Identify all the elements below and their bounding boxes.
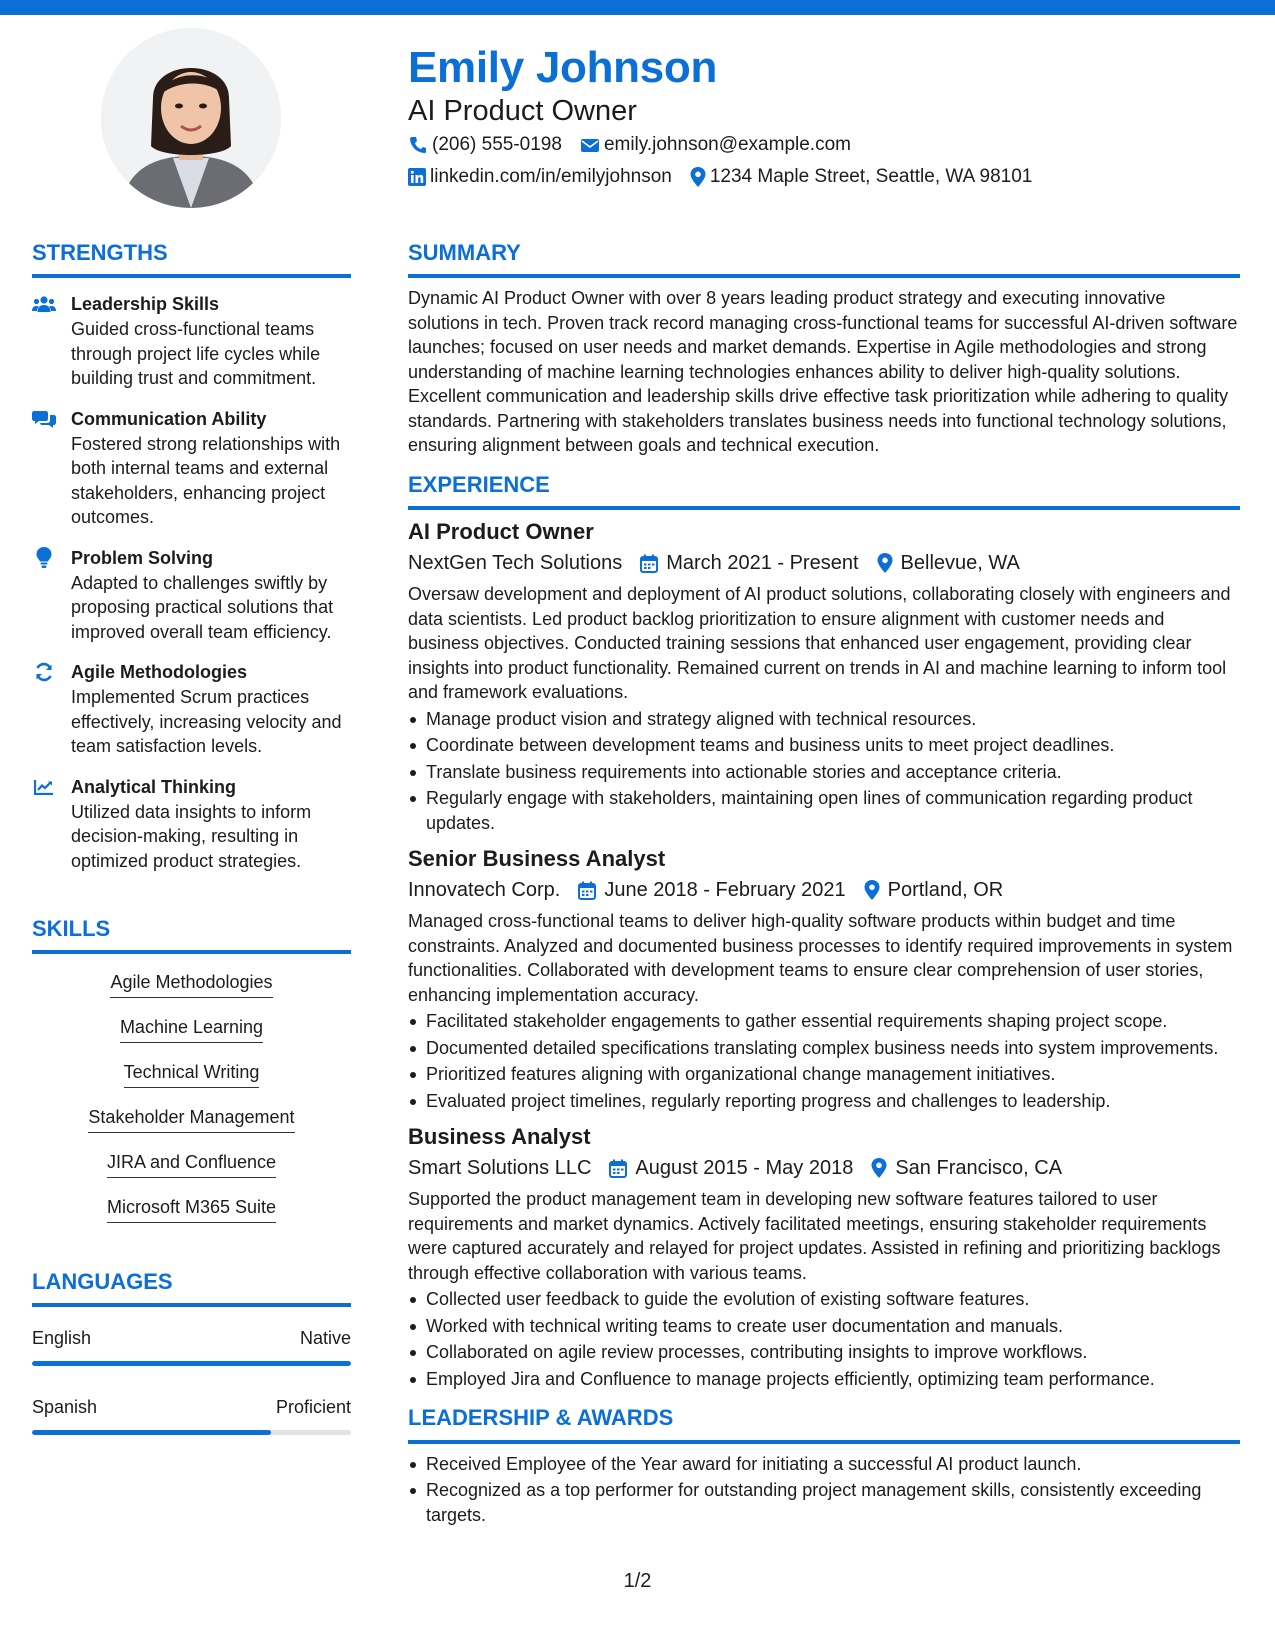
email-text: emily.johnson@example.com xyxy=(603,134,851,155)
language-proficiency-fill xyxy=(32,1361,351,1366)
job-bullets xyxy=(408,707,1240,836)
award-item: Received Employee of the Year award for initiating a successful AI product launch. xyxy=(408,1452,1240,1477)
job-company: Innovatech Corp. xyxy=(408,879,561,902)
envelope-icon xyxy=(580,137,600,153)
skill-tag: Microsoft M365 Suite xyxy=(107,1195,276,1223)
section-divider xyxy=(32,274,351,278)
contact-row-2 xyxy=(408,166,1050,189)
section-divider xyxy=(408,274,1240,278)
avatar xyxy=(101,28,281,208)
phone-contact xyxy=(408,134,562,157)
awards-heading: LEADERSHIP & AWARDS xyxy=(408,1405,674,1431)
job-meta xyxy=(408,550,1240,576)
strength-item xyxy=(32,660,351,759)
strength-description: Adapted to challenges swiftly by proposing practical solutions that improved overall team efficiency. xyxy=(71,572,334,642)
language-level: Native xyxy=(299,1328,351,1349)
job-bullets xyxy=(408,1287,1240,1391)
strength-description: Guided cross-functional teams through project life cycles while building trust and commitment. xyxy=(71,319,321,389)
job-bullet: Collaborated on agile review processes, contributing insights to improve workflows. xyxy=(408,1340,1240,1365)
strength-description: Fostered strong relationships with both internal teams and external stakeholders, enhancing project outcomes. xyxy=(71,433,341,528)
map-pin-icon xyxy=(877,553,893,573)
skill-tag: Technical Writing xyxy=(124,1060,260,1088)
experience-section xyxy=(408,472,1240,1391)
job-bullet: Evaluated project timelines, regularly reporting progress and challenges to leadership. xyxy=(408,1089,1240,1114)
linkedin-icon xyxy=(408,168,426,186)
job-location-text: Portland, OR xyxy=(887,879,1004,902)
calendar-icon xyxy=(609,1159,627,1178)
profile-photo xyxy=(101,28,281,208)
job-company: Smart Solutions LLC xyxy=(408,1157,592,1180)
job-location xyxy=(871,1155,1062,1181)
map-pin-icon xyxy=(690,167,706,187)
strengths-heading: STRENGTHS xyxy=(32,240,168,265)
job-description: Supported the product management team in developing new software features tailored to user requirements and market dynamics. Actively facilitated meetings, ensuring stakeholder requirements were captured accurately and relayed for project updates. Assisted in refining and prioritizing backlogs through effective collaboration with various teams. xyxy=(408,1189,1221,1283)
calendar-icon xyxy=(578,881,596,900)
job-location xyxy=(877,550,1020,576)
right-column xyxy=(408,240,1240,1529)
job-entry xyxy=(408,1123,1240,1391)
chart-line-icon xyxy=(32,776,56,798)
job-bullet: Translate business requirements into actionable stories and acceptance criteria. xyxy=(408,760,1240,785)
job-title: AI Product Owner xyxy=(408,519,594,545)
job-dates xyxy=(578,877,845,903)
strength-title: Communication Ability xyxy=(71,408,267,429)
strength-title: Leadership Skills xyxy=(71,294,220,315)
strength-title: Problem Solving xyxy=(71,547,214,568)
summary-heading: SUMMARY xyxy=(408,240,521,265)
job-company: NextGen Tech Solutions xyxy=(408,552,623,575)
experience-heading: EXPERIENCE xyxy=(408,471,550,497)
job-entry xyxy=(408,845,1240,1113)
job-bullet: Coordinate between development teams and business units to meet project deadlines. xyxy=(408,733,1240,758)
skill-tag: Agile Methodologies xyxy=(110,970,272,998)
strength-title: Agile Methodologies xyxy=(71,662,248,683)
job-dates xyxy=(640,550,858,576)
strength-title: Analytical Thinking xyxy=(71,776,237,797)
language-item xyxy=(32,1327,351,1366)
calendar-icon xyxy=(640,554,658,573)
job-bullet: Employed Jira and Confluence to manage projects efficiently, optimizing team performance. xyxy=(408,1367,1240,1392)
languages-section xyxy=(32,1269,351,1465)
contact-row-1 xyxy=(408,134,869,157)
skill-tag: JIRA and Confluence xyxy=(107,1150,276,1178)
job-bullet: Regularly engage with stakeholders, maintaining open lines of communication regarding product updates. xyxy=(408,786,1240,835)
summary-text: Dynamic AI Product Owner with over 8 years leading product strategy and executing innovative solutions in tech. Proven track record managing cross-functional teams for successful AI-driven software launches; focused on user needs and market demands. Expertise in Agile methodologies and strong understanding of machine learning technologies enhances ability to deliver high-quality solutions. Excellent communication and leadership skills drive effective task prioritization while adhering to quality standards. Partnering with stakeholders translates business needs into functional technology solutions, ensuring alignment between goals and technical execution. xyxy=(408,288,1238,456)
skills-heading: SKILLS xyxy=(32,916,111,941)
skill-tag: Machine Learning xyxy=(120,1015,263,1043)
comments-icon xyxy=(32,408,56,430)
job-location-text: Bellevue, WA xyxy=(900,552,1020,575)
phone-text: (206) 555-0198 xyxy=(432,134,562,155)
job-bullet: Manage product vision and strategy aligned with technical resources. xyxy=(408,707,1240,732)
awards-section xyxy=(408,1405,1240,1527)
left-column xyxy=(32,240,351,889)
strength-item xyxy=(32,292,351,391)
strengths-section xyxy=(32,240,351,873)
strength-description: Implemented Scrum practices effectively, increasing velocity and team satisfaction levels. xyxy=(71,687,342,757)
strength-item xyxy=(32,775,351,874)
job-title: Senior Business Analyst xyxy=(408,846,666,872)
language-name: English xyxy=(32,1328,92,1349)
top-accent-bar xyxy=(0,0,1275,15)
job-title: Business Analyst xyxy=(408,1124,591,1150)
award-item: Recognized as a top performer for outstanding project management skills, consistently exceeding targets. xyxy=(408,1478,1240,1527)
job-dates xyxy=(609,1155,853,1181)
candidate-name: Emily Johnson xyxy=(408,43,718,92)
job-meta xyxy=(408,1155,1240,1181)
phone-icon xyxy=(408,135,428,155)
job-description: Managed cross-functional teams to deliver high-quality software products within budget and time constraints. Analyzed and documented business processes to identify required improvements in system functionalities. Collaborated with development teams to ensure clear comprehension of user stories, enhancing implementation accuracy. xyxy=(408,911,1233,1005)
section-divider xyxy=(408,506,1240,510)
email-contact[interactable] xyxy=(580,134,851,157)
language-name: Spanish xyxy=(32,1397,98,1418)
section-divider xyxy=(408,1440,1240,1444)
job-dates-text: August 2015 - May 2018 xyxy=(635,1157,854,1180)
summary-section xyxy=(408,240,1240,458)
address-contact xyxy=(690,166,1033,189)
job-bullet: Worked with technical writing teams to create user documentation and manuals. xyxy=(408,1314,1240,1339)
map-pin-icon xyxy=(871,1158,887,1178)
linkedin-text: linkedin.com/in/emilyjohnson xyxy=(430,166,672,187)
section-divider xyxy=(32,950,351,954)
skill-tag: Stakeholder Management xyxy=(88,1105,294,1133)
job-bullet: Documented detailed specifications translating complex business needs into system improvements. xyxy=(408,1036,1240,1061)
job-dates-text: March 2021 - Present xyxy=(666,552,859,575)
linkedin-contact[interactable] xyxy=(408,166,672,189)
language-proficiency-bar xyxy=(32,1361,351,1366)
language-proficiency-fill xyxy=(32,1430,271,1435)
job-entry xyxy=(408,518,1240,835)
job-bullet: Facilitated stakeholder engagements to gather essential requirements shaping project scope. xyxy=(408,1009,1240,1034)
job-meta xyxy=(408,877,1240,903)
section-divider xyxy=(32,1303,351,1307)
map-pin-icon xyxy=(864,880,880,900)
address-text: 1234 Maple Street, Seattle, WA 98101 xyxy=(709,166,1033,187)
job-bullet: Collected user feedback to guide the evolution of existing software features. xyxy=(408,1287,1240,1312)
job-bullet: Prioritized features aligning with organizational change management initiatives. xyxy=(408,1062,1240,1087)
skills-section xyxy=(32,916,351,1240)
language-level: Proficient xyxy=(275,1397,351,1418)
awards-list xyxy=(408,1452,1240,1528)
strength-item xyxy=(32,407,351,530)
job-location-text: San Francisco, CA xyxy=(895,1157,1063,1180)
job-bullets xyxy=(408,1009,1240,1113)
language-item xyxy=(32,1396,351,1435)
users-icon xyxy=(32,293,56,315)
strength-item xyxy=(32,546,351,645)
page-number: 1/2 xyxy=(623,1570,652,1592)
job-location xyxy=(864,877,1004,903)
skill-list xyxy=(32,970,351,1240)
sync-icon xyxy=(32,661,56,683)
lightbulb-icon xyxy=(32,547,56,569)
job-description: Oversaw development and deployment of AI product solutions, collaborating closely with engineers and data scientists. Led product backlog prioritization to ensure alignment with customer needs and business objectives. Conducted training sessions that enhanced user engagement, providing clear insights into product functionality. Remained current on trends in AI and machine learning to inform tool and framework evaluations. xyxy=(408,584,1231,703)
candidate-title: AI Product Owner xyxy=(408,95,637,127)
job-dates-text: June 2018 - February 2021 xyxy=(604,879,846,902)
language-proficiency-bar xyxy=(32,1430,351,1435)
languages-heading: LANGUAGES xyxy=(32,1269,173,1294)
strength-description: Utilized data insights to inform decision-making, resulting in optimized product strategies. xyxy=(71,801,312,871)
